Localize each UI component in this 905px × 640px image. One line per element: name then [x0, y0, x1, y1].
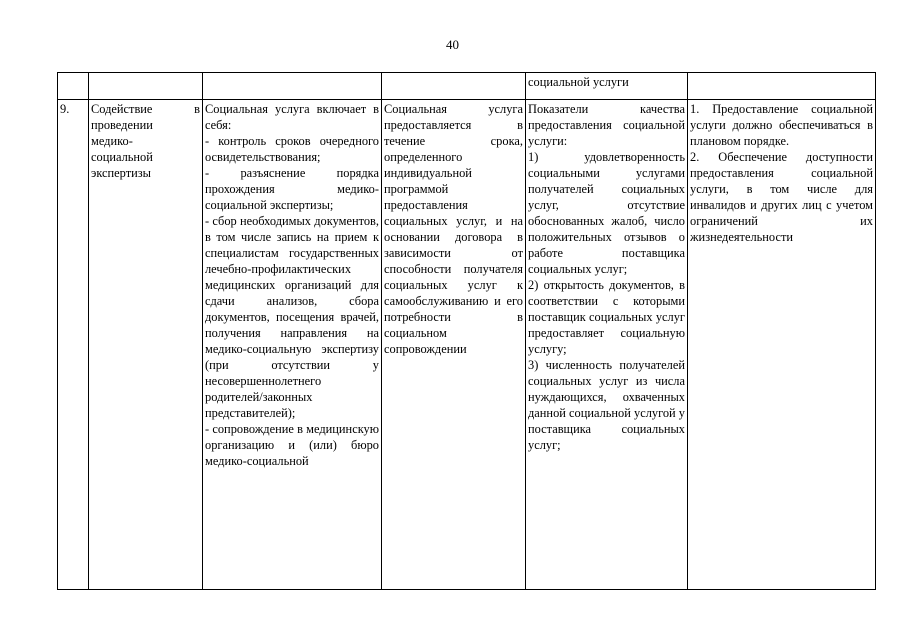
cell-empty-1 [58, 73, 89, 100]
service-name-cell [89, 100, 203, 590]
conditions-paragraph-2: 2. Обеспечение доступности предоставления социальной услуги, в том числе для инвалидов и других лиц с учетом ограничений их жизнедеятельности [690, 150, 873, 244]
quality-paragraph-3: 2) открытость документов, в соответствии с которыми поставщик социальных услуг предоставляет социальную услугу; [528, 278, 685, 356]
cell-empty-3 [203, 73, 382, 100]
content-paragraph-4: - сбор необходимых документов, в том числе запись на прием к специалистам государственных лечебно-профилактических медицинских организаций для сдачи анализов, сбора документов, посещения врачей, получения направления на медико-социальную экспертизу (при отсутствии у несовершеннолетнего родителей/законных представителей); [205, 214, 379, 420]
table-row-9 [58, 100, 876, 590]
services-table [57, 72, 876, 590]
service-term-cell [382, 100, 526, 590]
conditions-paragraph-1: 1. Предоставление социальной услуги должно обеспечиваться в плановом порядке. [690, 102, 873, 148]
cell-quality-continuation: социальной услуги [526, 73, 688, 100]
quality-paragraph-2: 1) удовлетворенность социальными услугами получателей социальных услуг, отсутствие обоснованных жалоб, число положительных отзывов о работе поставщика социальных услуг; [528, 150, 685, 276]
quality-paragraph-1: Показатели качества предоставления социальной услуги: [528, 102, 685, 148]
service-content-cell [203, 100, 382, 590]
term-paragraph: Социальная услуга предоставляется в течение срока, определенного индивидуальной программой предоставления социальных услуг, и на основании договора в зависимости от способности получателя социальных услуг к самообслуживанию и его потребности в социальном сопровождении [384, 102, 523, 356]
row-number-cell: 9. [58, 100, 89, 590]
quality-paragraph-4: 3) численность получателей социальных услуг из числа нуждающихся, охваченных данной социальной услугой у поставщика социальных услуг; [528, 358, 685, 452]
service-name-line-5: экспертизы [91, 166, 151, 180]
quality-indicators-cell [526, 100, 688, 590]
page-number: 40 [446, 37, 459, 52]
content-paragraph-1: Социальная услуга включает в себя: [205, 102, 379, 132]
content-paragraph-5: - сопровождение в медицинскую организацию и (или) бюро медико-социальной [205, 422, 379, 468]
service-name-line-2: проведении [91, 118, 153, 132]
content-paragraph-3: - разъяснение порядка прохождения медико-социальной экспертизы; [205, 166, 379, 212]
service-name-line-4: социальной [91, 150, 153, 164]
cell-empty-2 [89, 73, 203, 100]
cell-empty-6 [688, 73, 876, 100]
table-row-continuation [58, 73, 876, 100]
service-name-line-3: медико- [91, 134, 133, 148]
service-name-line-1: Содействие [91, 102, 153, 116]
conditions-cell [688, 100, 876, 590]
service-name-prefix: в [194, 102, 200, 116]
cell-empty-4 [382, 73, 526, 100]
content-paragraph-2: - контроль сроков очередного освидетельствования; [205, 134, 379, 164]
